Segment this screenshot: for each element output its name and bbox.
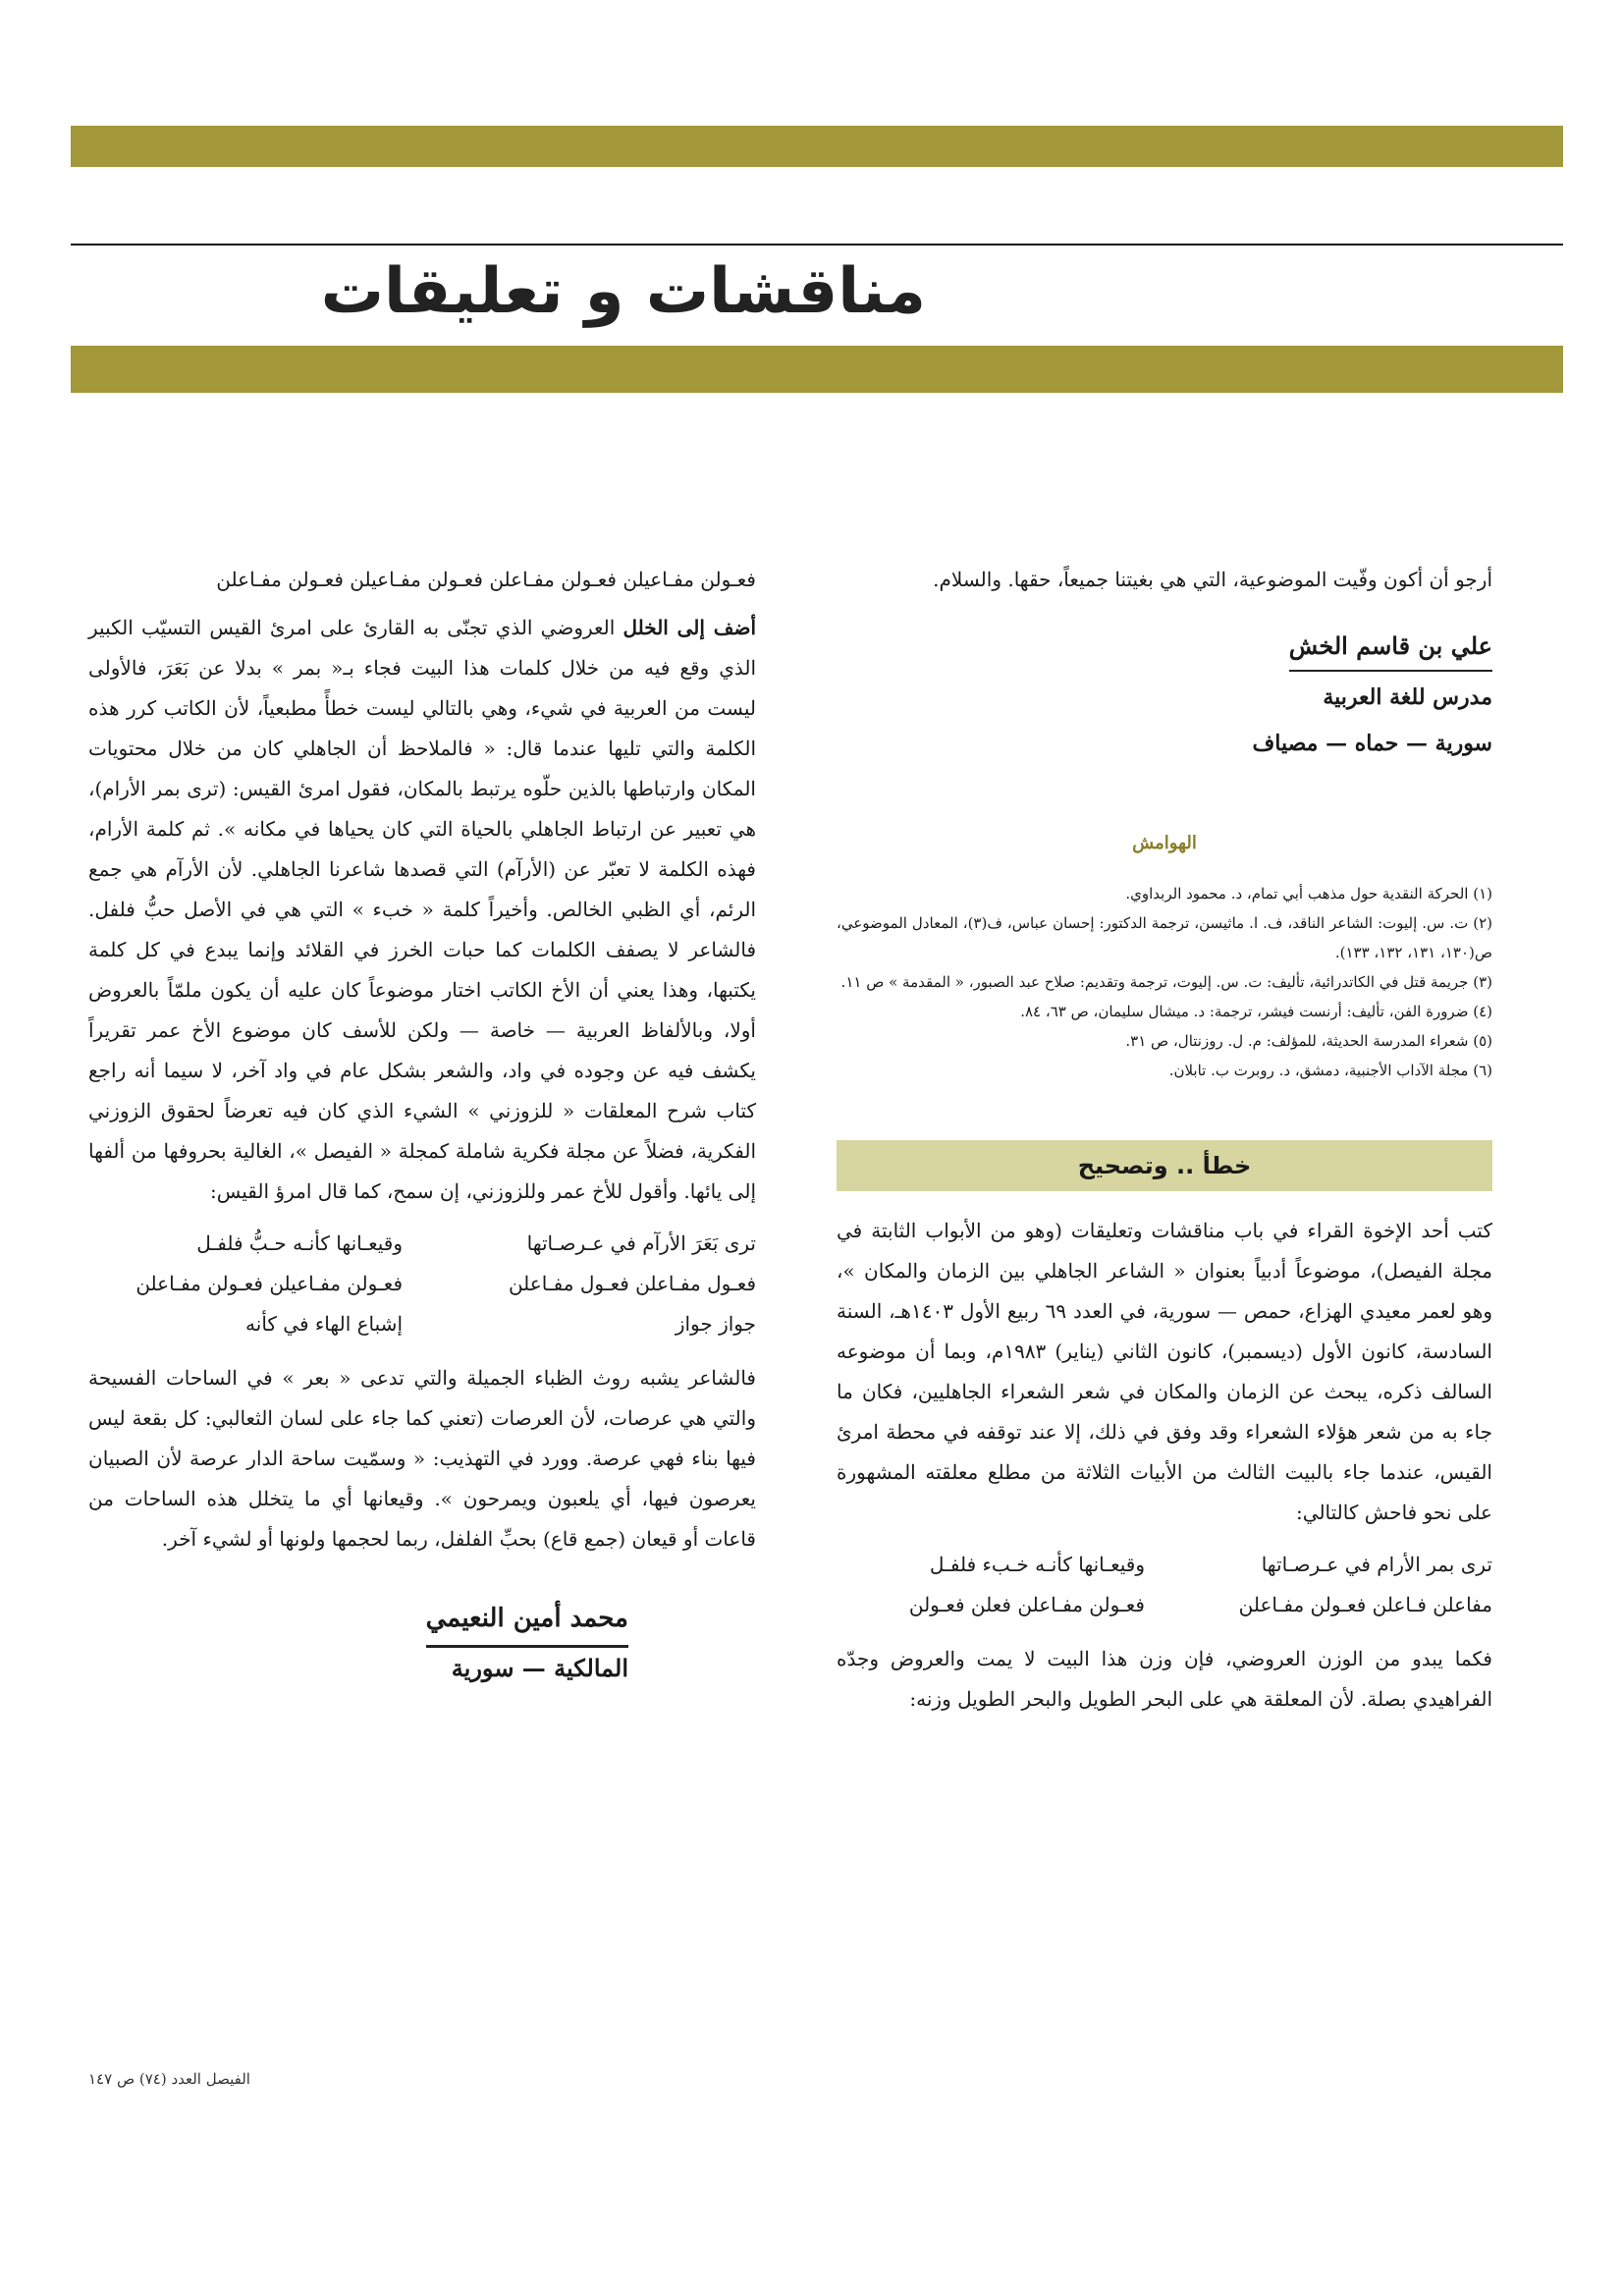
- page-footer: الفيصل العدد (٧٤) ص ١٤٧: [88, 2070, 250, 2088]
- lead-phrase: أضف إلى الخلل: [622, 616, 757, 639]
- title-rule: [71, 244, 1563, 246]
- header-band-bottom: [71, 346, 1563, 393]
- meter-line-top: فعـولن مفـاعيلن فعـولن مفـاعلن فعـولن مفـاعيلن فعـولن مفـاعلن: [216, 568, 756, 591]
- right-author-name: علي بن قاسم الخش: [1289, 626, 1492, 672]
- left-verse: [88, 1224, 756, 1344]
- right-verse-meter-right: مفاعلن فـاعلن فعـولن مفـاعلن: [1238, 1593, 1492, 1616]
- right-verse: [837, 1545, 1492, 1625]
- page-title: مناقشات و تعليقات: [320, 255, 926, 328]
- right-column: [837, 560, 1492, 1725]
- footnote-3: (٣) جريمة قتل في الكاتدرائية، تأليف: ت. س. إليوت، ترجمة وتقديم: صلاح عبد الصبور، « المقدمة » ص ١١.: [840, 973, 1492, 991]
- verse-note-right: جواز جواز: [675, 1312, 756, 1336]
- right-signature: [837, 626, 1492, 764]
- right-verse-right-hemistich: ترى بمر الأرام في عـرصـاتها: [1261, 1553, 1492, 1576]
- left-paragraph-text: العروضي الذي تجنّى به القارئ على امرئ القيس التسيّب الكبير الذي وقع فيه من خلال كلمات هذا البيت فجاء بـ« بمر » بدلا عن بَعَرَ، فالأولى ليست من العربية في شيء، وهي بالتالي ليست خطأً مطبعياً، لأن الكاتب كرر هذه الكلمة والتي تليها عندما قال: « فالملاحظ أن الجاهلي كان من خلال محتويات المكان وارتباطها بالذين حلّوه يرتبط بالمكان، فقول امرئ القيس: (ترى بمر الأرام)، هي تعبير عن ارتباط الجاهلي بالحياة التي كان يحياها في مكانه ». ثم كلمة الأرام، فهذه الكلمة لا تعبّر عن (الأرآم) التي قصدها شاعرنا الجاهلي. لأن الأرآم هي جمع الرئم، أي الظبي الخالص. وأخيراً كلمة « خبء » التي هي في الأصل حبُّ فلفل. فالشاعر لا يصفف الكلمات كما حبات الخرز في القلائد وإنما يبدع في كل كلمة يكتبها، وهذا يعني أن الأخ الكاتب اختار موضوعاً كان عليه أن يكون ملمّاً بالعروض أولا، وبالألفاظ العربية — خاصة — ولكن للأسف كان موضوع الأخ عمر تقريراً يكشف فيه عن وجوده في واد، والشعر بشكل عام في واد آخر، لا سيما أنه راجع كتاب شرح المعلقات « للزوزني » الشيء الذي كان فيه تعرضاً لحقوق الزوزني الفكرية، فضلاً عن مجلة فكرية شاملة كمجلة « الفيصل »، الغالية بحروفها من ألفها إلى يائها. وأقول للأخ عمر وللزوزني، إن سمح، كما قال امرؤ القيس:: [88, 616, 756, 1203]
- header-band-top: [71, 126, 1563, 167]
- left-paragraph-1: [88, 608, 756, 1212]
- verse-note-left: إشباع الهاء في كأنه: [245, 1312, 403, 1336]
- left-author-name: محمد أمين النعيمي: [426, 1599, 628, 1648]
- footnote-5: (٥) شعراء المدرسة الحديثة، للمؤلف: م. ل. روزنتال، ص ٣١.: [1125, 1032, 1492, 1050]
- left-signature: [88, 1599, 756, 1689]
- section-banner: خطأ .. وتصحيح: [837, 1140, 1492, 1191]
- footnote-1: (١) الحركة النقدية حول مذهب أبي تمام، د. محمود الربداوي.: [1125, 885, 1492, 902]
- footnote-4: (٤) ضرورة الفن، تأليف: أرنست فيشر، ترجمة: د. ميشال سليمان، ص ٦٣، ٨٤.: [1020, 1003, 1492, 1020]
- verse-right-hemistich: ترى بَعَرَ الأرآم في عـرصـاتها: [526, 1231, 756, 1255]
- verse-left-hemistich: وقيعـانها كأنـه حـبُّ فلفـل: [196, 1231, 403, 1255]
- verse-meter-left: فعـولن مفـاعيلن فعـولن مفـاعلن: [135, 1272, 403, 1295]
- left-column: [88, 560, 756, 1689]
- footnote-6: (٦) مجلة الآداب الأجنبية، دمشق، د. روبرت ب. تابلان.: [1168, 1062, 1492, 1079]
- footnote-2: (٢) ت. س. إليوت: الشاعر الناقد، ف. ا. ماثيسن، ترجمة الدكتور: إحسان عباس، ف(٣)، المعادل الموضوعي، ص(١٣٠، ١٣١، ١٣٢، ١٣٣).: [837, 914, 1492, 961]
- left-paragraph-2: فالشاعر يشبه روث الظباء الجميلة والتي تدعى « بعر » في الساحات الفسيحة والتي هي عرصات، لأن العرصات (تعني كما جاء على لسان الثعالبي: كل بقعة ليس فيها بناء فهي عرصة. وورد في التهذيب: « وسمّيت ساحة الدار عرصة لأن الصبيان يعرصون فيها، أي يلعبون ويمرحون ». وقيعانها أي ما يتخلل هذه الساحات من قاعات أو قيعان (جمع قاع) بحبِّ الفلفل، ربما لحجمها ولونها أو لشيء آخر.: [88, 1366, 756, 1551]
- right-verse-left-hemistich: وقيعـانها كأنـه خـبء فلفـل: [929, 1553, 1145, 1576]
- right-intro: أرجو أن أكون وفّيت الموضوعية، التي هي بغيتنا جميعاً، حقها. والسلام.: [933, 568, 1492, 591]
- closing-paragraph: فكما يبدو من الوزن العروضي، فإن وزن هذا البيت لا يمت والعروض وجدّه الفراهيدي بصلة. لأن المعلقة هي على البحر الطويل والبحر الطويل وزنه:: [837, 1647, 1492, 1711]
- verse-meter-right: فعـول مفـاعلن فعـول مفـاعلن: [508, 1272, 756, 1295]
- left-author-place: المالكية — سورية: [451, 1654, 628, 1682]
- right-verse-meter-left: فعـولن مفـاعلن فعلن فعـولن: [908, 1593, 1145, 1616]
- footnotes-heading: الهوامش: [1132, 833, 1197, 853]
- right-author-role: مدرس للغة العربية: [1323, 684, 1492, 710]
- right-author-place: سورية — حماه — مصياف: [1252, 731, 1492, 756]
- correction-paragraph: كتب أحد الإخوة القراء في باب مناقشات وتعليقات (وهو من الأبواب الثابتة في مجلة الفيصل)، موضوعاً أدبياً بعنوان « الشاعر الجاهلي بين الزمان والمكان »، وهو لعمر معيدي الهزاع، حمص — سورية، في العدد ٦٩ ربيع الأول ١٤٠٣هـ، السنة السادسة، كانون الأول (ديسمبر)، كانون الثاني (يناير) ١٩٨٣م، وبما أن موضوعه السالف ذكره، يبحث عن الزمان والمكان في شعر الشعراء الجاهليين، فكان ما جاء به من شعر هؤلاء الشعراء وقد وفق في ذلك، إلا عند توقفه في محطة امرئ القيس، عندما جاء بالبيت الثالث من الأبيات الثلاثة من مطلع معلقته المشهورة على نحو فاحش كالتالي:: [837, 1219, 1492, 1524]
- footnotes: [837, 823, 1492, 1085]
